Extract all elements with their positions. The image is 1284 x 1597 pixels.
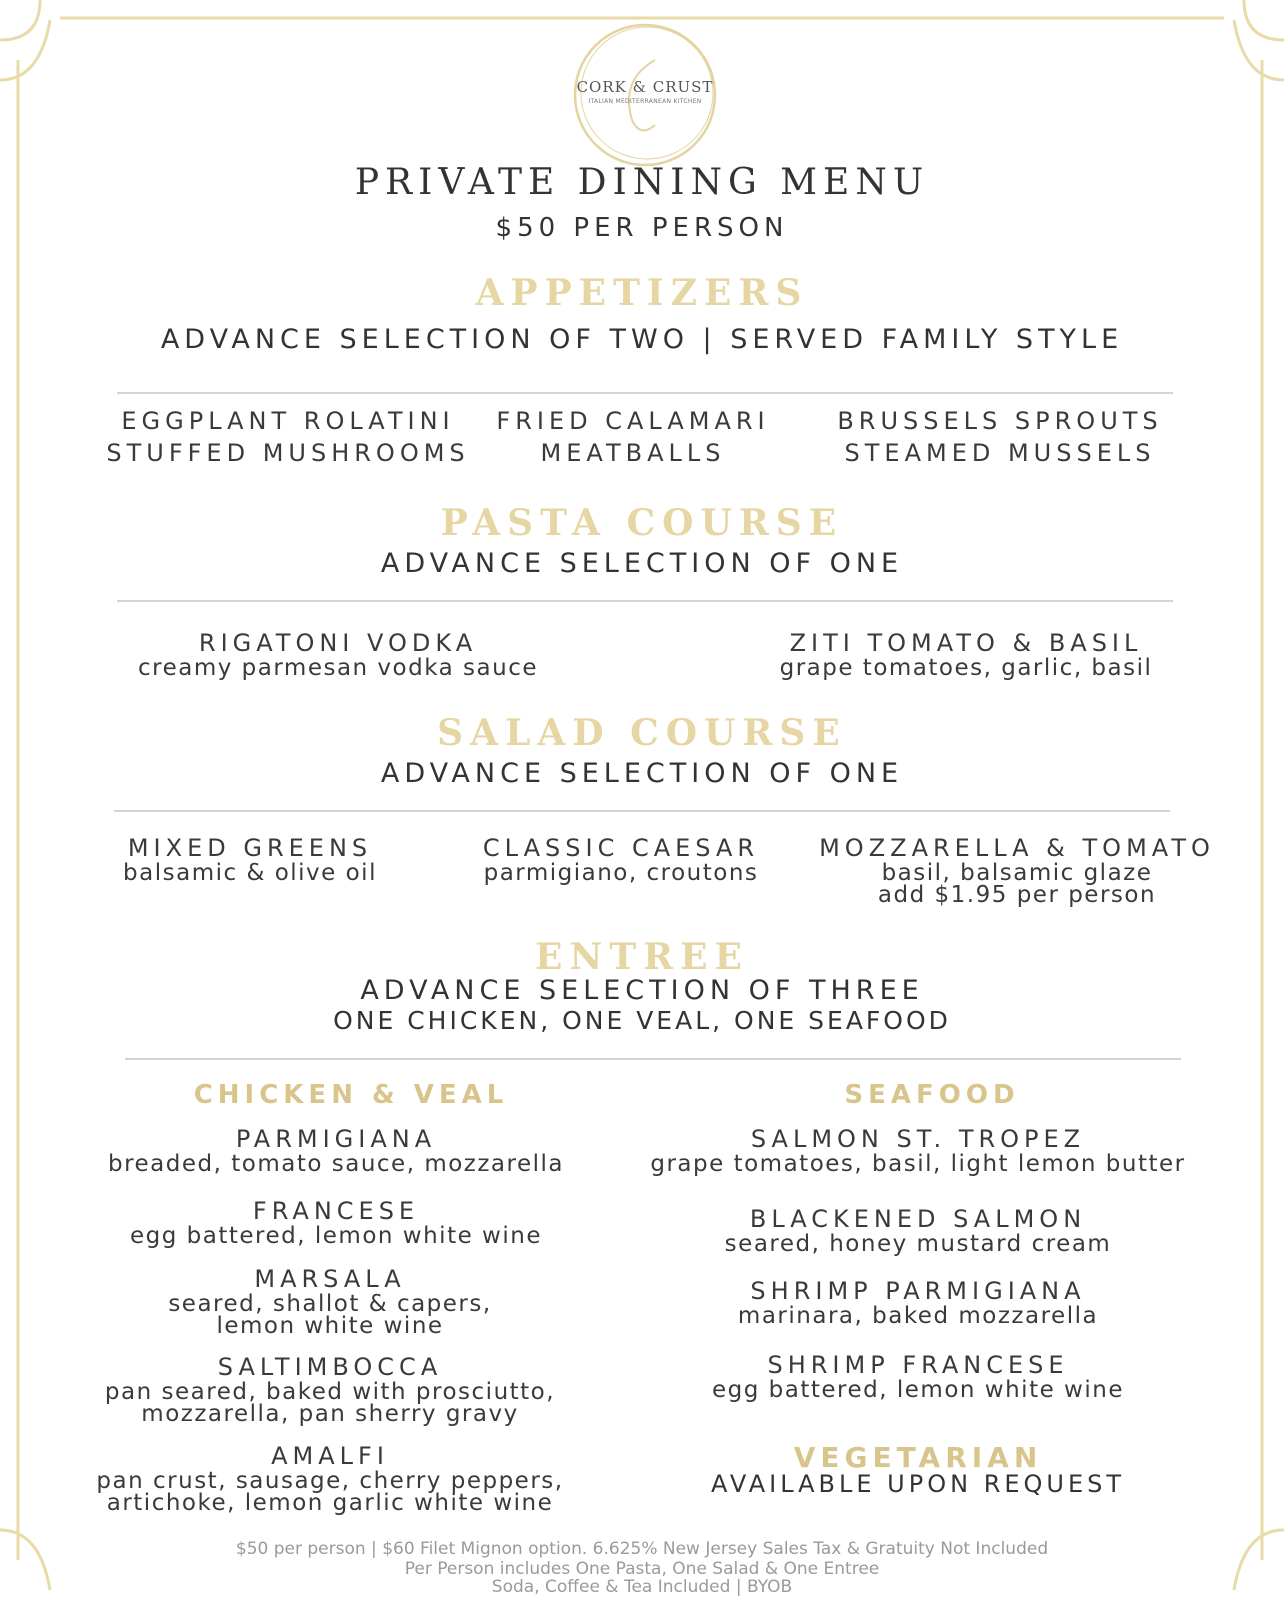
salad-item: CLASSIC CAESAR parmigiano, croutons (482, 834, 760, 886)
salad-heading: SALAD COURSE (437, 712, 847, 754)
appetizer-item: FRIED CALAMARI (496, 407, 770, 435)
entree-divider (125, 1058, 1181, 1060)
salad-item: MOZZARELLA & TOMATO basil, balsamic glaze add $1.95 per person (819, 834, 1215, 908)
chicken-veal-item: MARSALA seared, shallot & capers, lemon white wine (168, 1265, 492, 1339)
appetizer-item: BRUSSELS SPROUTS (837, 407, 1163, 435)
chicken-veal-item: FRANCESE egg battered, lemon white wine (130, 1197, 542, 1249)
salad-item: MIXED GREENS balsamic & olive oil (123, 834, 377, 886)
entree-heading: ENTREE (535, 936, 749, 978)
footer-note: Per Person includes One Pasta, One Salad & One Entree (404, 1559, 880, 1579)
salad-divider (114, 810, 1170, 812)
appetizer-item: STEAMED MUSSELS (844, 439, 1156, 467)
seafood-item: SALMON ST. TROPEZ grape tomatoes, basil, light lemon butter (650, 1125, 1186, 1177)
footer-note: $50 per person | $60 Filet Mignon option. 6.625% New Jersey Sales Tax & Gratuity Not Included (235, 1539, 1049, 1559)
appetizers-subheading: ADVANCE SELECTION OF TWO | SERVED FAMILY STYLE (160, 324, 1124, 355)
pasta-subheading: ADVANCE SELECTION OF ONE (380, 548, 904, 579)
logo-tagline: ITALIAN MEDITERRANEAN KITCHEN (588, 98, 702, 105)
salad-subheading: ADVANCE SELECTION OF ONE (380, 758, 904, 789)
chicken-veal-item: PARMIGIANA breaded, tomato sauce, mozzarella (107, 1125, 565, 1177)
appetizer-item: MEATBALLS (540, 439, 726, 467)
chicken-veal-item: AMALFI pan crust, sausage, cherry peppers, artichoke, lemon garlic white wine (96, 1442, 564, 1516)
pasta-item: ZITI TOMATO & BASIL grape tomatoes, garlic, basil (779, 629, 1153, 681)
pasta-item: RIGATONI VODKA creamy parmesan vodka sauce (138, 629, 538, 681)
appetizers-heading: APPETIZERS (475, 272, 809, 314)
seafood-heading: SEAFOOD (844, 1080, 1020, 1110)
pasta-heading: PASTA COURSE (440, 502, 844, 544)
logo-name: CORK & CRUST (576, 78, 714, 96)
seafood-item: BLACKENED SALMON seared, honey mustard cream (724, 1205, 1112, 1257)
chicken-veal-heading: CHICKEN & VEAL (193, 1080, 509, 1110)
appetizers-divider (117, 392, 1173, 394)
appetizer-item: STUFFED MUSHROOMS (106, 439, 470, 467)
entree-subheading: ADVANCE SELECTION OF THREE (360, 975, 924, 1006)
chicken-veal-item: SALTIMBOCCA pan seared, baked with prosciutto, mozzarella, pan sherry gravy (104, 1353, 556, 1427)
footer-note: Soda, Coffee & Tea Included | BYOB (491, 1577, 793, 1597)
vegetarian-heading: VEGETARIAN (793, 1441, 1043, 1474)
vegetarian-note: AVAILABLE UPON REQUEST (710, 1470, 1126, 1498)
seafood-item: SHRIMP FRANCESE egg battered, lemon white wine (712, 1351, 1124, 1403)
price-per-person: $50 PER PERSON (495, 213, 789, 243)
page-title: PRIVATE DINING MENU (354, 162, 930, 203)
pasta-divider (117, 600, 1173, 602)
appetizer-item: EGGPLANT ROLATINI (121, 407, 455, 435)
entree-subheading-2: ONE CHICKEN, ONE VEAL, ONE SEAFOOD (333, 1006, 951, 1035)
seafood-item: SHRIMP PARMIGIANA marinara, baked mozzarella (737, 1277, 1099, 1329)
